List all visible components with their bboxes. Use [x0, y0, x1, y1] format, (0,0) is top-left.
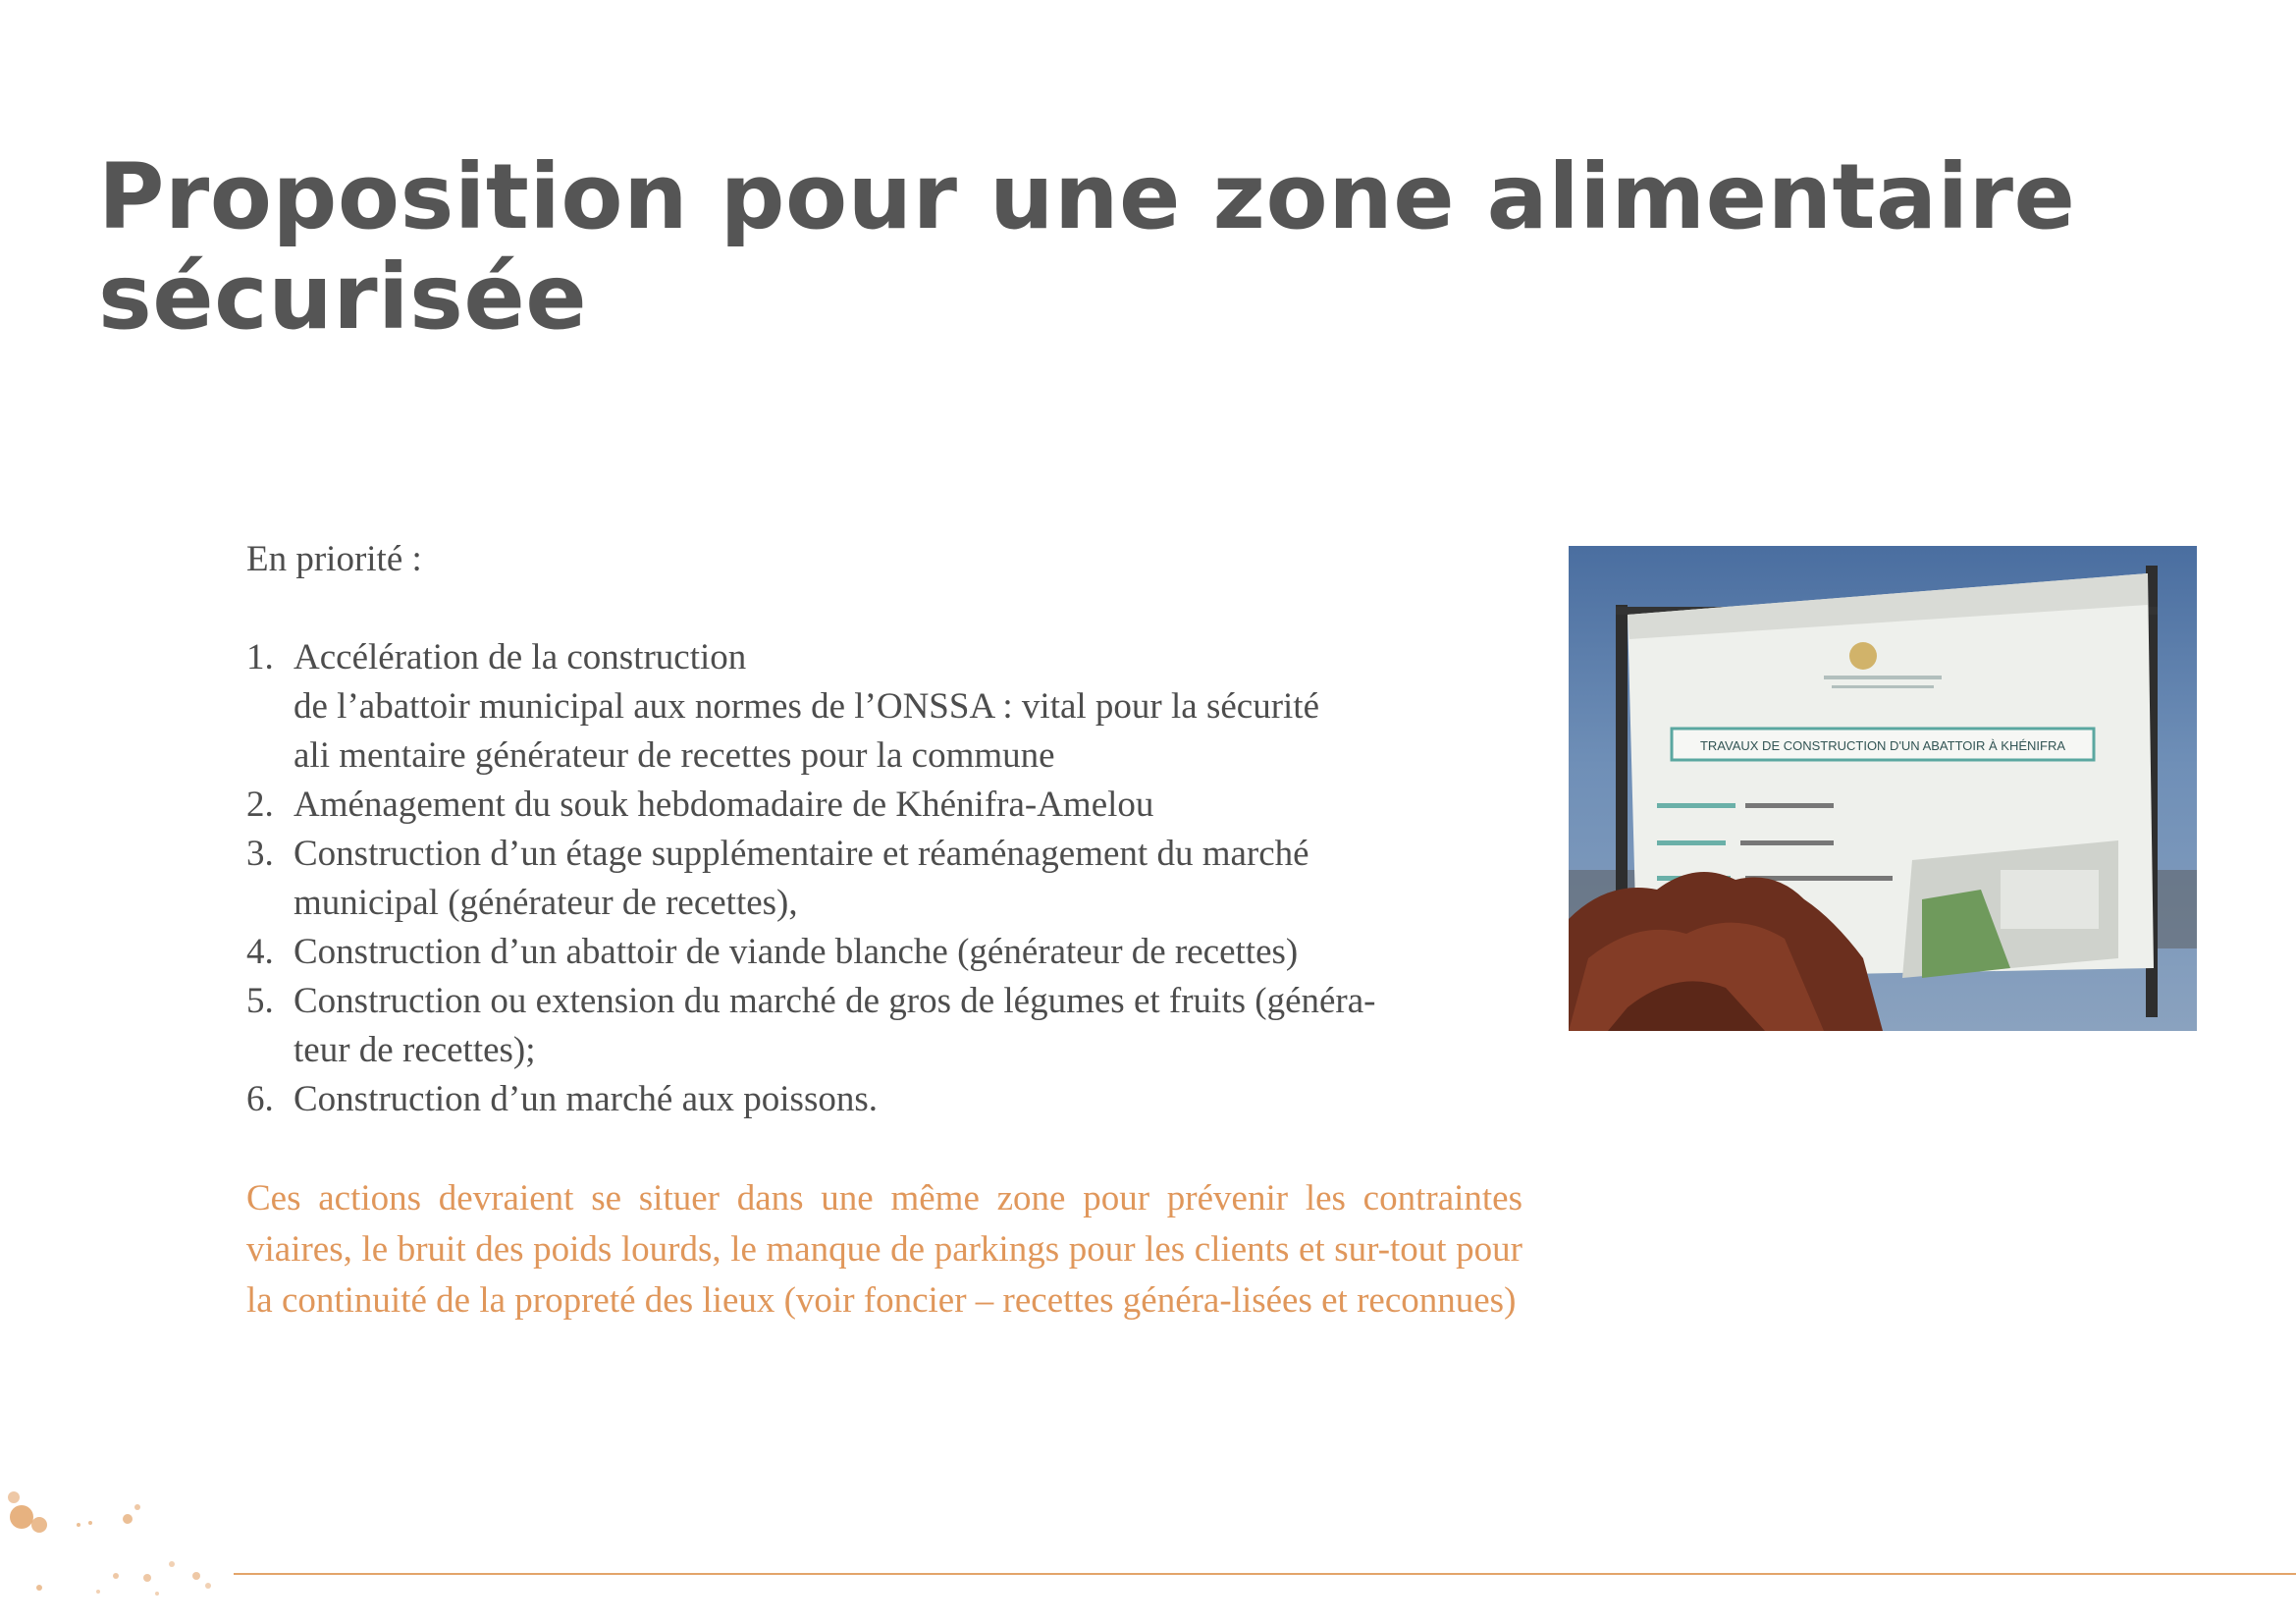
list-item [246, 977, 1522, 1075]
footer-rule [234, 1573, 2296, 1575]
list-item-line: municipal (générateur de recettes), [294, 883, 798, 923]
list-item-line: Aménagement du souk hebdomadaire de Khénifra-Amelou [294, 785, 1154, 825]
content-block [246, 535, 1522, 1326]
list-item-line: Construction d’un marché aux poissons. [294, 1079, 878, 1119]
list-item-line: Accélération de la construction [294, 637, 747, 677]
list-item [246, 928, 1522, 977]
intro-text: En priorité : [246, 539, 422, 579]
list-item-number: 6. [246, 1079, 274, 1119]
list-item-line: Construction ou extension du marché de gros de légumes et fruits (généra- [294, 981, 1376, 1021]
list-item-text [294, 781, 1522, 830]
accent-note: Ces actions devraient se situer dans une même zone pour prévenir les contraintes viaires, le bruit des poids lourds, le manque de parkings pour les clients et sur-tout pour la continuité de la propreté des lieux (voir foncier – recettes généra-lisées et reconnues) [246, 1178, 1522, 1321]
list-item-line: Construction d’un abattoir de viande blanche (générateur de recettes) [294, 932, 1299, 972]
list-item-text [294, 1075, 1522, 1124]
list-item [246, 1075, 1522, 1124]
list-item-text [294, 830, 1522, 928]
list-item-line: Construction d’un étage supplémentaire et réaménagement du marché [294, 834, 1309, 874]
priority-list [246, 633, 1522, 1124]
logo-splash-icon [0, 1478, 236, 1624]
list-item-number: 3. [246, 834, 274, 874]
list-item-text [294, 633, 1522, 781]
list-item-line: ali mentaire générateur de recettes pour la commune [294, 735, 1055, 776]
construction-sign-photo [1569, 546, 2197, 1031]
sign-text: TRAVAUX DE CONSTRUCTION D'UN ABATTOIR À KHÉNIFRA [1699, 738, 2066, 753]
list-item-number: 5. [246, 981, 274, 1021]
list-item-number: 4. [246, 932, 274, 972]
list-item [246, 633, 1522, 781]
list-item [246, 781, 1522, 830]
list-item-number: 2. [246, 785, 274, 825]
list-item [246, 830, 1522, 928]
list-item-text [294, 977, 1522, 1075]
list-item-text [294, 928, 1522, 977]
list-item-number: 1. [246, 637, 274, 677]
page-title: Proposition pour une zone alimentaire sécurisée [98, 144, 2076, 350]
list-item-line: teur de recettes); [294, 1030, 536, 1070]
list-item-line: de l’abattoir municipal aux normes de l’ONSSA : vital pour la sécurité [294, 686, 1319, 727]
